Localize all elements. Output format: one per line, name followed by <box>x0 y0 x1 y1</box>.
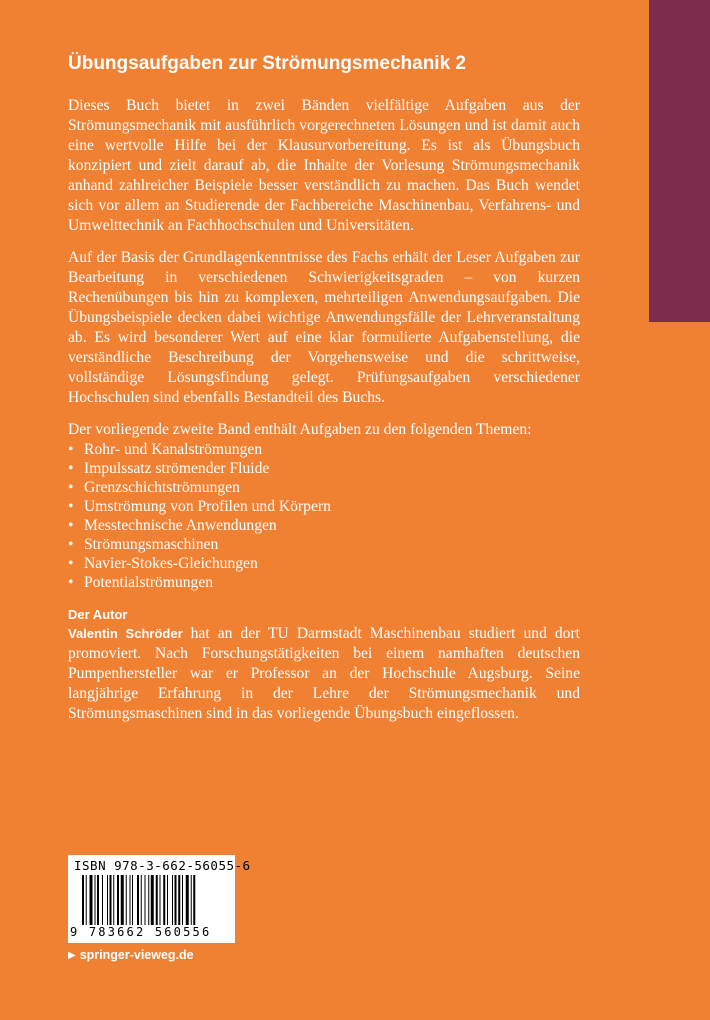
back-cover-text <box>68 52 580 736</box>
topic-item: • Rohr- und Kanalströmungen <box>68 440 580 459</box>
description-paragraph-2: Auf der Basis der Grundlagenkenntnisse des Fachs erhält der Leser Aufgaben zur Bearbeitung in verschiedenen Schwierigkeitsgraden – von kurzen Rechenübungen bis hin zu komplexen, mehrteiligen Anwendungsaufgaben. Die Übungsbeispiele decken dabei wichtige Anwendungsfälle der Lehrveranstaltung ab. Es wird besonderer Wert auf eine klar formulierte Aufgabenstellung, die verständliche Beschreibung der Vorgehensweise und die schrittweise, vollständige Lösungsfindung gelegt. Prüfungsaufgaben verschiedener Hochschulen sind ebenfalls Bestandteil des Buchs. <box>68 249 580 406</box>
author-bio-text: hat an der TU Darmstadt Maschinenbau studiert und dort promoviert. Nach Forschungstätigkeiten bei einem namhaften deutschen Pumpenhersteller war er Professor an der Hochschule Augsburg. Seine langjährige Erfahrung in der Lehre der Strömungsmechanik und Strömungsmaschinen sind in das vorliegende Übungsbuch eingeflossen. <box>68 625 580 722</box>
description-paragraph-1: Dieses Buch bietet in zwei Bänden vielfältige Aufgaben aus der Strömungsmechanik mit ausführlich vorgerechneten Lösungen und ist damit auch eine wertvolle Hilfe bei der Klausurvorbereitung. Es ist als Übungsbuch konzipiert und zielt darauf ab, die Inhalte der Vorlesung Strömungsmechanik anhand zahlreicher Beispiele besser verständlich zu machen. Das Buch wendet sich vor allem an Studierende der Fachbereiche Maschinenbau, Verfahrens- und Umwelttechnik an Fachhochschulen und Universitäten. <box>68 97 580 234</box>
topics-list <box>68 440 580 592</box>
website-link[interactable] <box>68 948 194 962</box>
topic-item: • Grenzschichtströmungen <box>68 478 580 497</box>
topic-item: • Navier-Stokes-Gleichungen <box>68 554 580 573</box>
author-name: Valentin Schröder <box>68 626 183 641</box>
arrow-right-icon: ▶ <box>68 949 76 961</box>
barcode-digits: 9 783662 560556 <box>70 925 212 939</box>
isbn-label: ISBN 978-3-662-56055-6 <box>74 858 251 873</box>
book-title: Übungsaufgaben zur Strömungsmechanik 2 <box>68 53 466 74</box>
topic-item: • Strömungsmaschinen <box>68 535 580 554</box>
topic-item: • Impulssatz strömender Fluide <box>68 459 580 478</box>
website-label: springer-vieweg.de <box>79 948 194 962</box>
color-tab <box>649 0 710 322</box>
isbn-barcode <box>68 855 251 943</box>
topic-item: • Messtechnische Anwendungen <box>68 516 580 535</box>
topic-item: • Umströmung von Profilen und Körpern <box>68 497 580 516</box>
topic-item: • Potentialströmungen <box>68 573 580 592</box>
topics-intro: Der vorliegende zweite Band enthält Aufgaben zu den folgenden Themen: <box>68 421 532 438</box>
author-bio <box>68 624 580 724</box>
author-heading: Der Autor <box>68 607 128 622</box>
